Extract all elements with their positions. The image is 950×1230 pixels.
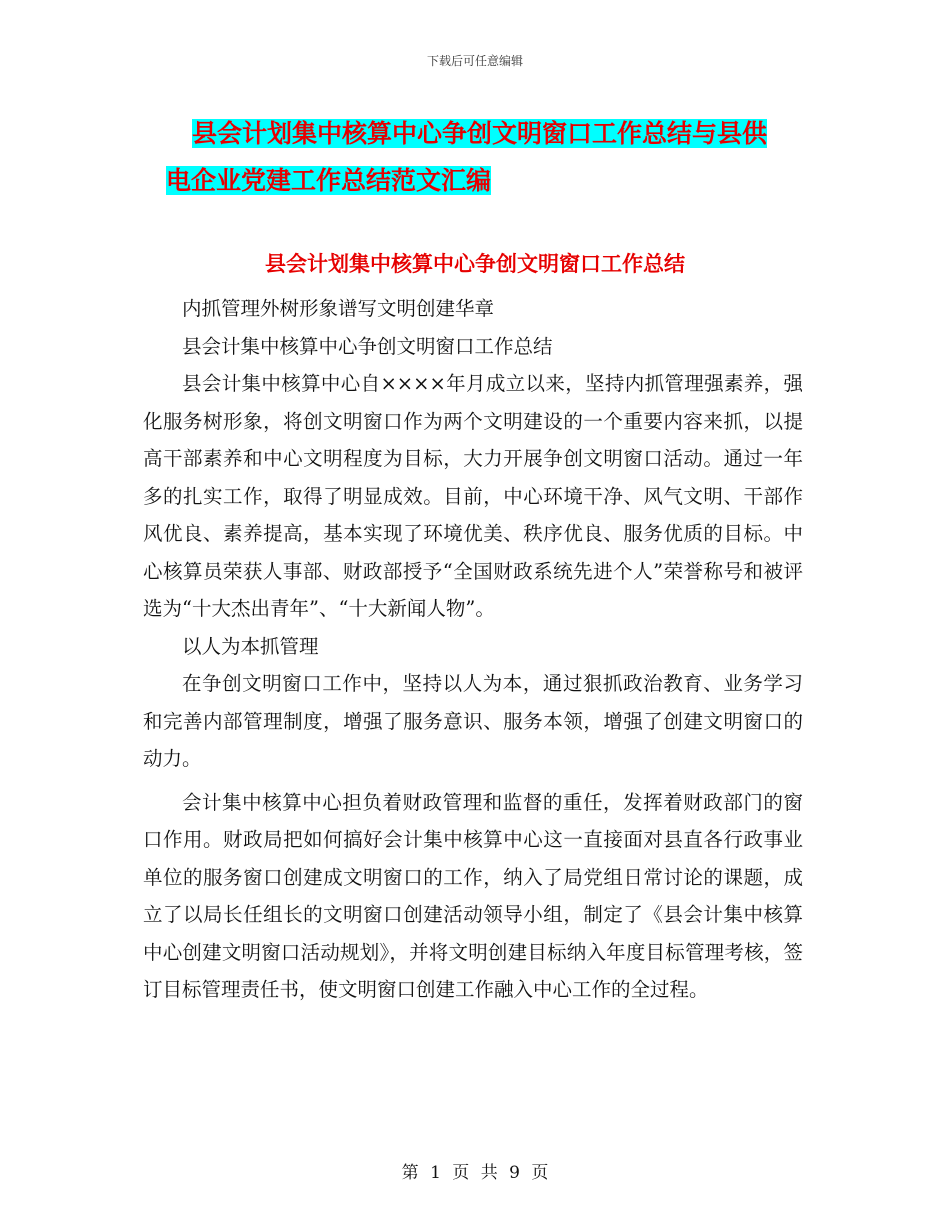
- document-title: [140, 110, 820, 204]
- paragraph-management: 会计集中核算中心担负着财政管理和监督的重任，发挥着财政部门的窗口作用。财政局把如何搞好会计集中核算中心这一直接面对县直各行政事业单位的服务窗口创建成文明窗口的工作，纳入了局党组日常讨论的课题，成立了以局长任组长的文明窗口创建活动领导小组，制定了《县会计集中核算中心创建文明窗口活动规划》，并将文明创建目标纳入年度目标管理考核，签订目标管理责任书，使文明窗口创建工作融入中心工作的全过程。: [143, 790, 803, 1001]
- document-body: [143, 290, 803, 1009]
- title-highlight-1: 县会计划集中核算中心争创文明窗口工作总结与县供: [192, 119, 768, 148]
- document-title-line-1: [140, 110, 820, 157]
- section-title: 县会计划集中核算中心争创文明窗口工作总结: [265, 252, 685, 276]
- page-footer: 第 1 页 共 9 页: [401, 1163, 549, 1183]
- subheading-people-first: 以人为本抓管理: [182, 634, 319, 658]
- subheading-slogan: 内抓管理外树形象谱写文明创建华章: [182, 297, 495, 320]
- paragraph-intro: 县会计集中核算中心自××××年月成立以来，坚持内抓管理强素养，强化服务树形象，将创文明窗口作为两个文明建设的一个重要内容来抓，以提高干部素养和中心文明程度为目标，大力开展争创文明窗口活动。通过一年多的扎实工作，取得了明显成效。目前，中心环境干净、风气文明、干部作风优良、素养提高，基本实现了环境优美、秩序优良、服务优质的目标。中心核算员荣获人事部、财政部授予“全国财政系统先进个人”荣誉称号和被评选为“十大杰出青年”、“十大新闻人物”。: [143, 372, 803, 620]
- title-highlight-2: 电企业党建工作总结范文汇编: [166, 166, 492, 195]
- header-note: 下载后可任意编辑: [426, 54, 523, 68]
- document-title-line-2: [140, 157, 820, 204]
- paragraph-people-first: 在争创文明窗口工作中，坚持以人为本，通过狠抓政治教育、业务学习和完善内部管理制度，增强了服务意识、服务本领，增强了创建文明窗口的动力。: [143, 672, 803, 770]
- subheading-report-name: 县会计集中核算中心争创文明窗口工作总结: [182, 334, 553, 358]
